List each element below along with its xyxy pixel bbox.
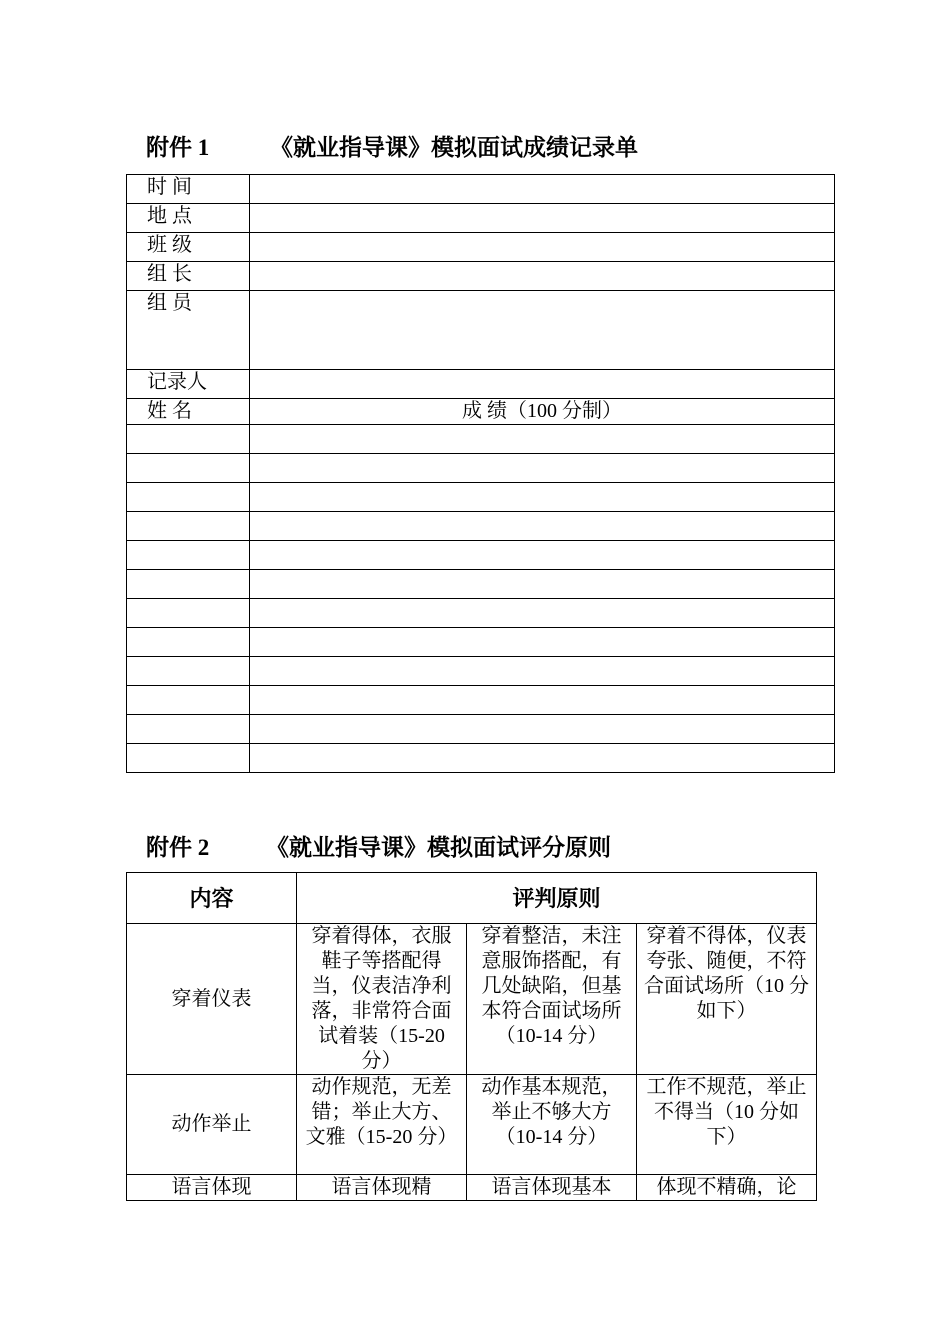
criteria-poor: 体现不精确，论 <box>637 1175 817 1201</box>
score-row <box>127 657 835 686</box>
leader-label: 组 长 <box>127 262 250 291</box>
criteria-excellent: 语言体现精 <box>297 1175 467 1201</box>
student-name-cell[interactable] <box>127 425 250 454</box>
student-name-cell[interactable] <box>127 686 250 715</box>
score-row <box>127 541 835 570</box>
student-score-cell[interactable] <box>250 541 835 570</box>
student-name-cell[interactable] <box>127 483 250 512</box>
student-score-cell[interactable] <box>250 715 835 744</box>
student-score-cell[interactable] <box>250 686 835 715</box>
row-recorder <box>127 370 835 399</box>
attachment-1-title: 《就业指导课》模拟面试成绩记录单 <box>270 135 638 160</box>
criteria-excellent: 动作规范，无差错；举止大方、文雅（15-20 分） <box>297 1075 467 1175</box>
student-name-cell[interactable] <box>127 628 250 657</box>
class-label: 班 级 <box>127 233 250 262</box>
student-name-cell[interactable] <box>127 657 250 686</box>
members-label: 组 员 <box>127 291 250 370</box>
student-name-cell[interactable] <box>127 599 250 628</box>
student-name-cell[interactable] <box>127 454 250 483</box>
criteria-excellent: 穿着得体，衣服鞋子等搭配得当，仪表洁净利落，非常符合面试着装（15-20 分） <box>297 924 467 1075</box>
score-row <box>127 454 835 483</box>
student-score-cell[interactable] <box>250 657 835 686</box>
criteria-item: 穿着仪表 <box>127 924 297 1075</box>
time-value-cell[interactable] <box>250 175 835 204</box>
row-leader <box>127 262 835 291</box>
score-record-table <box>126 174 835 773</box>
row-place <box>127 204 835 233</box>
class-value-cell[interactable] <box>250 233 835 262</box>
score-row <box>127 512 835 541</box>
criteria-fair: 穿着整洁，未注意服饰搭配，有几处缺陷，但基本符合面试场所（10-14 分） <box>467 924 637 1075</box>
score-row <box>127 483 835 512</box>
criteria-item: 语言体现 <box>127 1175 297 1201</box>
criteria-header-row <box>127 873 817 924</box>
recorder-label: 记录人 <box>127 370 250 399</box>
student-score-cell[interactable] <box>250 512 835 541</box>
place-label: 地 点 <box>127 204 250 233</box>
time-label: 时 间 <box>127 175 250 204</box>
score-row <box>127 686 835 715</box>
score-row <box>127 628 835 657</box>
criteria-fair: 语言体现基本 <box>467 1175 637 1201</box>
recorder-value-cell[interactable] <box>250 370 835 399</box>
row-members <box>127 291 835 370</box>
members-value-cell[interactable] <box>250 291 835 370</box>
criteria-poor: 工作不规范，举止不得当（10 分如下） <box>637 1075 817 1175</box>
student-score-cell[interactable] <box>250 483 835 512</box>
attachment-2-label: 附件 2 <box>146 835 210 860</box>
criteria-row-language <box>127 1175 817 1201</box>
attachment-2-title: 《就业指导课》模拟面试评分原则 <box>266 835 611 860</box>
student-name-cell[interactable] <box>127 570 250 599</box>
scoring-criteria-table <box>126 872 817 1201</box>
criteria-row-manners <box>127 1075 817 1175</box>
score-row <box>127 425 835 454</box>
score-row <box>127 570 835 599</box>
criteria-header: 评判原则 <box>297 873 817 924</box>
student-score-cell[interactable] <box>250 628 835 657</box>
score-header: 成 绩（100 分制） <box>250 399 835 425</box>
score-row <box>127 744 835 773</box>
score-row <box>127 715 835 744</box>
student-name-cell[interactable] <box>127 744 250 773</box>
place-value-cell[interactable] <box>250 204 835 233</box>
score-row <box>127 599 835 628</box>
student-score-cell[interactable] <box>250 744 835 773</box>
student-score-cell[interactable] <box>250 425 835 454</box>
student-score-cell[interactable] <box>250 570 835 599</box>
name-header: 姓 名 <box>127 399 250 425</box>
criteria-row-attire <box>127 924 817 1075</box>
row-class <box>127 233 835 262</box>
student-name-cell[interactable] <box>127 715 250 744</box>
content-header: 内容 <box>127 873 297 924</box>
row-time <box>127 175 835 204</box>
student-name-cell[interactable] <box>127 541 250 570</box>
criteria-poor: 穿着不得体，仪表夸张、随便，不符合面试场所（10 分如下） <box>637 924 817 1075</box>
criteria-item: 动作举止 <box>127 1075 297 1175</box>
student-score-cell[interactable] <box>250 599 835 628</box>
student-score-cell[interactable] <box>250 454 835 483</box>
student-name-cell[interactable] <box>127 512 250 541</box>
row-name-header <box>127 399 835 425</box>
criteria-fair: 动作基本规范，举止不够大方（10-14 分） <box>467 1075 637 1175</box>
attachment-1-label: 附件 1 <box>146 135 210 160</box>
leader-value-cell[interactable] <box>250 262 835 291</box>
